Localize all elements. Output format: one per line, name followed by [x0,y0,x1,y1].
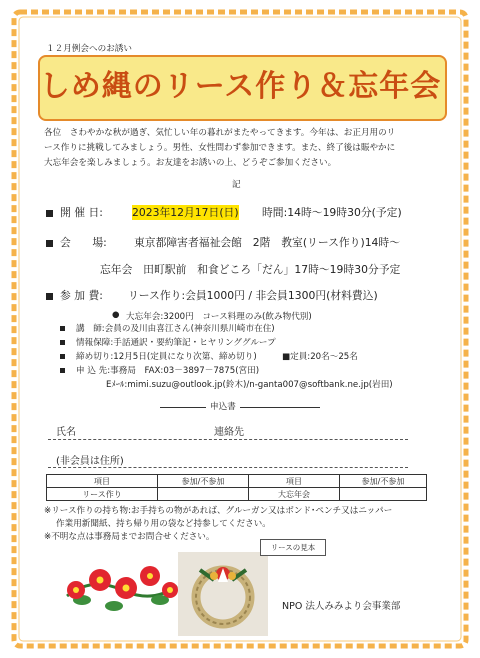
note-items-cont: 作業用新聞紙、持ち帰り用の袋など持参してください。 [56,519,271,529]
ki-mark: 記 [232,180,241,190]
sample-label: リースの見本 [260,539,326,556]
name-line[interactable] [48,439,408,440]
contact-label: 連絡先 [214,427,244,438]
table-cell-item: リース作り [47,488,158,501]
name-label: 氏名 [56,427,76,438]
intro-line: ース作りに挑戦してみましょう。男性、女性問わず参加できます。また、終了後は賑やかに [44,143,396,153]
note-inquiry: ※不明な点は事務局までお問合せください。 [44,532,215,542]
table-header: 参加/不参加 [158,475,249,488]
wreath-photo-icon [178,552,268,636]
intro-paragraph [44,126,444,171]
fee-value: リース作り:会員1000円 / 非会員1300円(材料費込) [128,289,378,302]
apply-to: 申 込 先:事務局 FAX:03－3897－7875(宮田) [76,366,260,376]
bullet-icon [60,340,65,345]
form-heading: 申込書 [206,400,240,412]
bullet-icon [46,210,53,217]
table-header: 参加/不参加 [340,475,427,488]
attend-cell[interactable] [158,488,249,501]
attend-cell[interactable] [340,488,427,501]
bullet-icon [60,326,65,331]
page-title: しめ縄のリース作り＆忘年会 [39,69,442,104]
bullet-icon [60,368,65,373]
address-line[interactable] [48,467,408,468]
organization: NPO 法人みみより会事業部 [282,601,401,612]
venue-value: 東京都障害者福祉会館 2階 教室(リース作り)14時～ [134,236,401,249]
fee-label: 参 加 費: [60,289,103,302]
registration-table [46,474,427,501]
bullet-icon [60,354,65,359]
party-venue: 忘年会 田町駅前 和食どころ「だん」17時～19時30分予定 [100,263,401,276]
time-value: 時間:14時～19時30分(予定) [262,206,402,219]
party-fee: 大忘年会:3200円 コース料理のみ(飲み物代別) [126,312,312,322]
party-fee-dot: ● [112,310,120,320]
camellia-flowers-icon [62,556,182,618]
nonmember-label: (非会員は住所) [56,456,124,467]
bullet-icon [46,293,53,300]
date-label: 開 催 日: [60,206,103,219]
support: 情報保障:手話通訳・要約筆記・ヒヤリンググループ [76,338,276,348]
intro-line: 大忘年会を楽しみましょう。お友達をお誘いの上、どうぞご参加ください。 [44,158,337,168]
divider [160,407,320,408]
bullet-icon [46,240,53,247]
table-header: 項目 [249,475,340,488]
intro-line: 各位 さわやかな秋が過ぎ、気忙しい年の暮れがまたやってきます。今年は、お正月用のリ [44,128,396,138]
capacity: ■定員:20名～25名 [282,352,358,362]
table-header: 項目 [47,475,158,488]
note-items: ※リース作りの持ち物:お手持ちの物があれば、グルーガン又はボンド･ペンチ又はニッパー [44,506,393,516]
table-cell-item: 大忘年会 [249,488,340,501]
venue-label: 会 場: [60,236,107,249]
email: Eﾒｰﾙ:mimi.suzu@outlook.jp(鈴木)/n-ganta007@softbank.ne.jp(岩田) [106,380,393,390]
deadline: 締め切り:12月5日(定員になり次第、締め切り) [76,352,257,362]
invite-label: １２月例会へのお誘い [46,44,132,54]
date-value: 2023年12月17日(日) [132,206,239,219]
lecturer: 講 師:会員の及川由喜江さん(神奈川県川崎市在住) [76,324,275,334]
